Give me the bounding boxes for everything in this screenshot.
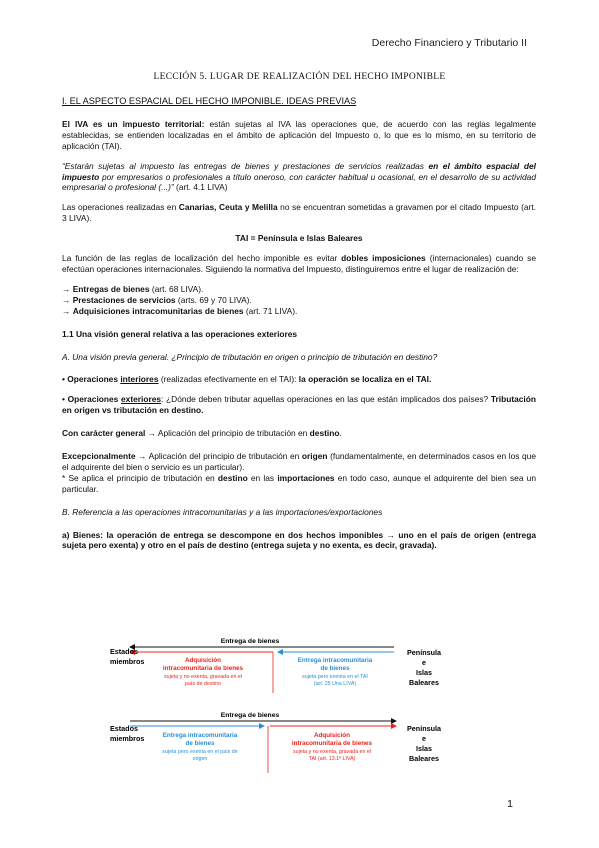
red-label: Adquisición [184, 657, 222, 664]
section-heading: I. EL ASPECTO ESPACIAL DEL HECHO IMPONIBLE. IDEAS PREVIAS [62, 96, 357, 106]
paragraph-canarias: Las operaciones realizadas en Canarias, Ceuta y Melilla no se encuentran sometidas a gravamen por el citado Impuesto (art. 3 LIVA). [62, 202, 537, 224]
right-label: Península [407, 648, 441, 657]
subheading-a: A. Una visión previa general. ¿Principio de tributación en origen o principio de tributación en destino? [62, 351, 438, 362]
page-number: 1 [507, 798, 513, 810]
red-note: sujeta y no exenta, gravada en el [163, 674, 243, 680]
note-importaciones: * Se aplica el principio de tributación en destino en las importaciones en todo caso, aunque el adquirente del bien sea un particular. [62, 472, 536, 494]
lesson-title: LECCIÓN 5. LUGAR DE REALIZACIÓN DEL HECHO IMPONIBLE [153, 72, 446, 82]
running-header: Derecho Financiero y Tributario II [371, 37, 527, 49]
left-label: miembros [110, 734, 145, 743]
bullet-exteriores: • Operaciones exteriores: ¿Dónde deben tributar aquellas operaciones en las que están implicados dos países? Tributación en origen vs tributación en destino. [62, 394, 536, 416]
right-label: Baleares [409, 678, 439, 687]
blue-note: sujeta pero exenta en el país de [162, 749, 238, 755]
left-label: Estados [110, 647, 138, 656]
bullet-interiores: • Operaciones interiores (realizadas efectivamente en el TAI): la operación se localiza en el TAI. [62, 374, 432, 385]
red-note: país de destino [185, 681, 221, 687]
blue-label: de bienes [320, 665, 350, 672]
red-label: Adquisición [313, 732, 351, 739]
red-label: intracomunitaria de bienes [291, 740, 373, 747]
subsection-heading: 1.1 Una visión general relativa a las operaciones exteriores [62, 328, 298, 339]
blue-label: de bienes [185, 740, 215, 747]
red-label: intracomunitaria de bienes [162, 665, 244, 672]
bienes-paragraph: a) Bienes: la operación de entrega se descompone en dos hechos imponibles → uno en el país de origen (entrega sujeta pero exenta) y otro en el país de destino (entrega sujeta y no exenta, es decir, gravada). [62, 529, 536, 551]
quote-art-4: “Estarán sujetas al impuesto las entregas de bienes y prestaciones de servicios realizadas en el ámbito espacial del impuesto por empresarios o profesionales a título oneroso, con carácter habitual u ocasional, en el desarrollo de su actividad empresarial o profesional (...)” (art. 4.1 LIVA) [62, 160, 536, 193]
right-label: Baleares [409, 754, 439, 763]
document-body [62, 96, 536, 560]
list-item: → Entregas de bienes (art. 68 LIVA). [62, 283, 204, 294]
blue-note: (art. 25 Una LIVA) [313, 681, 357, 687]
diagram-top [110, 638, 442, 693]
right-label: Islas [416, 668, 432, 677]
arrow-label: Entrega de bienes [220, 712, 280, 719]
paragraph-localizacion: La función de las reglas de localización del hecho imponible es evitar dobles imposiciones (internacionales) cuando se efectúan operaciones internacionales. Siguiendo la normativa del Impuesto, distinguiremos entre el lugar de realización de: [62, 253, 536, 274]
list-item: → Prestaciones de servicios (arts. 69 y 70 LIVA). [62, 294, 252, 305]
right-label: Península [407, 724, 441, 733]
list-item: → Adquisiciones intracomunitarias de bienes (art. 71 LIVA). [62, 305, 298, 316]
blue-label: Entrega intracomunitaria [162, 732, 238, 739]
blue-note: sujeta pero exenta en el TAI [302, 674, 368, 680]
left-label: Estados [110, 724, 138, 733]
right-label: Islas [416, 744, 432, 753]
intracommunity-diagram [110, 633, 468, 813]
right-label: e [422, 734, 426, 743]
paragraph-iva-territorial: El IVA es un impuesto territorial: están sujetas al IVA las operaciones que, de acuerdo con las reglas legalmente establecidas, se entienden localizadas en el ámbito de aplicación del Impuesto o, lo que es lo mismo, en su territorio de aplicación (TAI). [62, 118, 537, 151]
right-label: e [422, 658, 426, 667]
tai-definition: TAI = Península e Islas Baleares [235, 233, 363, 244]
exception-rule: Excepcionalmente → Aplicación del principio de tributación en origen (fundamentalmente, en determinados casos en los que el adquirente del bien o servicio es un particular). [62, 451, 536, 472]
subheading-b: B. Referencia a las operaciones intracomunitarias y a las importaciones/exportaciones [62, 506, 383, 517]
red-note: TAI (art. 13.1º LIVA) [308, 756, 356, 762]
blue-label: Entrega intracomunitaria [297, 657, 373, 664]
red-note: sujeta y no exenta, gravada en el [292, 749, 372, 755]
blue-note: origen [192, 756, 208, 762]
diagram-bottom [110, 712, 442, 773]
arrow-label: Entrega de bienes [220, 638, 280, 645]
left-label: miembros [110, 657, 145, 666]
general-rule: Con carácter general → Aplicación del principio de tributación en destino. [62, 428, 342, 439]
